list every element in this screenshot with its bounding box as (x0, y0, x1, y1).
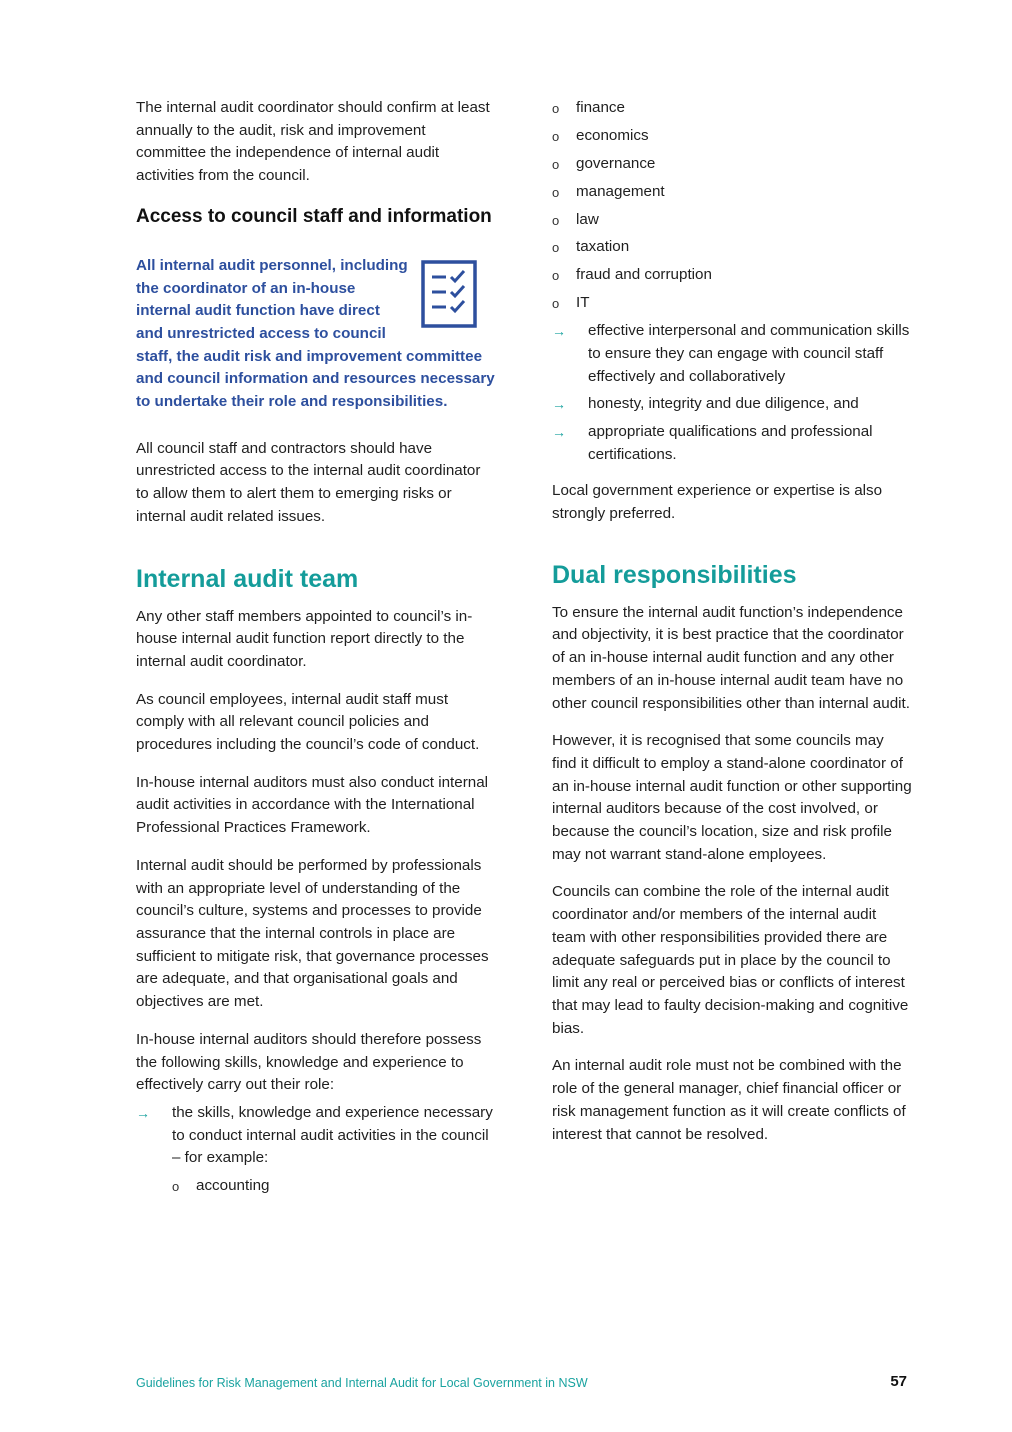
list-item-text: economics (576, 126, 649, 144)
page-number: 57 (890, 1373, 907, 1390)
right-column (552, 97, 912, 1161)
dual-paragraph-1: To ensure the internal audit function’s independence and objectivity, it is best practice that the coordinator of an in-house internal audit function and any other members of an in-house internal audit team have no other council responsibilities other than internal audit. (552, 603, 910, 712)
callout-text: All internal audit personnel, including the coordinator of an in-house internal audit function have direct and unrestricted access to council staff, the audit risk and improvement committee and council information and resources necessary to undertake their role and responsibilities. (136, 256, 495, 411)
list-item (552, 393, 912, 416)
circle-bullet-icon: o (552, 296, 560, 312)
circle-bullet-icon: o (552, 184, 560, 200)
list-item-text: fraud and corruption (576, 266, 712, 284)
circle-bullet-icon: o (552, 101, 560, 116)
list-item-text: the skills, knowledge and experience necessary to conduct internal audit activities in the council – for example: (172, 1103, 493, 1167)
list-item (552, 236, 912, 259)
list-item-text: governance (576, 154, 656, 172)
list-item-text: law (576, 210, 599, 228)
dual-paragraph-2: However, it is recognised that some councils may find it difficult to employ a stand-alone coordinator of an in-house internal audit function or other supporting internal auditors because of the cost involved, or because the council’s location, size and risk profile may not warrant stand-alone employees. (552, 732, 912, 863)
access-paragraph: All council staff and contractors should have unrestricted access to the internal audit coordinator to allow them to alert them to emerging risks or internal audit related issues. (136, 439, 481, 525)
skills-list (136, 1102, 496, 1198)
circle-bullet-icon: o (552, 268, 560, 284)
list-item (552, 320, 912, 388)
list-item (172, 1175, 496, 1198)
arrow-icon: → (552, 396, 566, 413)
left-column (136, 97, 496, 1208)
list-item-text: finance (576, 99, 625, 116)
team-paragraph-1: Any other staff members appointed to council’s in-house internal audit function report directly to the internal audit coordinator. (136, 607, 473, 670)
arrow-icon: → (552, 423, 566, 440)
list-item-text: IT (576, 294, 590, 312)
access-heading: Access to council staff and information (136, 205, 492, 227)
circle-bullet-icon: o (172, 1179, 180, 1195)
dual-paragraph-3: Councils can combine the role of the internal audit coordinator and/or members of the internal audit team with other responsibilities provided there are adequate safeguards put in place by the council to limit any real or perceived bias or conflicts of interest that may lead to faulty decision-making and cognitive bias. (552, 883, 909, 1037)
team-heading: Internal audit team (136, 564, 359, 593)
list-item (552, 292, 912, 315)
list-item (552, 125, 912, 148)
team-paragraph-4: Internal audit should be performed by professionals with an appropriate level of understanding of the council’s culture, systems and processes to provide assurance that the internal controls in place are sufficient to mitigate risk, that governance processes are adequate, and that organisational goals and objectives are met. (136, 856, 489, 1011)
list-item (552, 421, 912, 466)
team-paragraph-5: In-house internal auditors should therefore possess the following skills, knowledge and experience to effectively carry out their role: (136, 1030, 482, 1094)
circle-bullet-icon: o (552, 212, 560, 228)
skills-list-continued (552, 320, 912, 466)
list-item-text: management (576, 182, 665, 200)
list-item-text: accounting (196, 1177, 270, 1195)
callout-box (136, 255, 496, 414)
list-item-text: taxation (576, 238, 630, 256)
list-item (136, 1102, 496, 1198)
arrow-icon: → (552, 323, 566, 340)
examples-list-continued (552, 97, 912, 315)
list-item (552, 181, 912, 204)
list-item-text: appropriate qualifications and professional certifications. (588, 422, 873, 463)
list-item (552, 264, 912, 287)
local-gov-paragraph: Local government experience or expertise is also strongly preferred. (552, 482, 883, 523)
list-item (552, 97, 912, 120)
circle-bullet-icon: o (552, 156, 560, 172)
checklist-icon (420, 259, 478, 329)
circle-bullet-icon: o (552, 240, 560, 256)
circle-bullet-icon: o (552, 128, 560, 144)
arrow-icon: → (136, 1104, 150, 1121)
intro-paragraph: The internal audit coordinator should confirm at least annually to the audit, risk and improvement committee the independence of internal audit activities from the council. (136, 99, 490, 185)
list-item (552, 153, 912, 176)
team-paragraph-2: As council employees, internal audit staff must comply with all relevant council policies and procedures including the council’s code of conduct. (136, 690, 480, 754)
team-paragraph-3: In-house internal auditors must also conduct internal audit activities in accordance with the International Professional Practices Framework. (136, 773, 489, 837)
list-item-text: effective interpersonal and communication skills to ensure they can engage with council staff effectively and collaboratively (588, 322, 910, 385)
examples-list (172, 1175, 496, 1198)
dual-paragraph-4: An internal audit role must not be combined with the role of the general manager, chief financial officer or risk management function as it will create conflicts of interest that cannot be resolved. (552, 1057, 906, 1143)
list-item (552, 209, 912, 232)
footer-title: Guidelines for Risk Management and Internal Audit for Local Government in NSW (136, 1376, 588, 1390)
dual-heading: Dual responsibilities (552, 560, 797, 589)
list-item-text: honesty, integrity and due diligence, and (588, 395, 859, 413)
